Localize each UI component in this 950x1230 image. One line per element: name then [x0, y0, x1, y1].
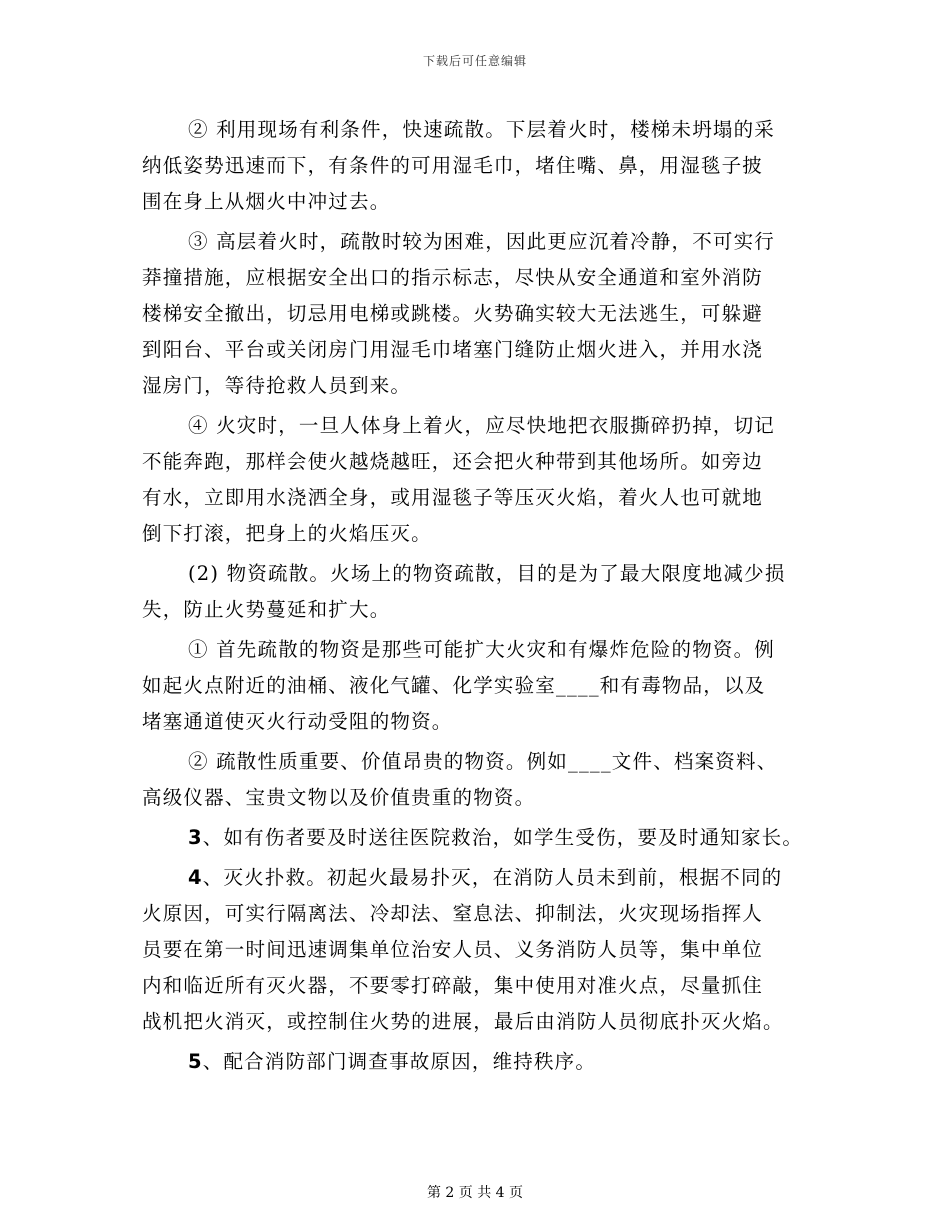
paragraph-line: [142, 148, 822, 184]
line-text: 内和临近所有灭火器，不要零打碎敲，集中使用对准火点，尽量抓住: [142, 974, 764, 997]
paragraph: [142, 224, 822, 404]
paragraph-line: [142, 860, 822, 896]
paragraph: [142, 632, 822, 740]
line-text: 到阳台、平台或关闭房门用湿毛巾堵塞门缝防止烟火进入，并用水浇: [142, 338, 764, 361]
line-text: 湿房门，等待抢救人员到来。: [142, 374, 412, 397]
paragraph-line: [142, 224, 822, 260]
line-text: 有水，立即用水浇洒全身，或用湿毯子等压灭火焰，着火人也可就地: [142, 486, 764, 509]
line-text: 纳低姿势迅速而下，有条件的可用湿毛巾，堵住嘴、鼻，用湿毯子披: [142, 154, 764, 177]
paragraph-line: [142, 1044, 822, 1080]
line-text: ② 利用现场有利条件，快速疏散。下层着火时，楼梯未坍塌的采: [188, 118, 775, 141]
paragraph-line: [142, 332, 822, 368]
line-text: 倒下打滚，把身上的火焰压灭。: [142, 522, 432, 545]
paragraph-line: [142, 592, 822, 628]
paragraph-line: [142, 480, 822, 516]
paragraph: [142, 112, 822, 220]
line-text: 员要在第一时间迅速调集单位治安人员、义务消防人员等，集中单位: [142, 938, 764, 961]
paragraph-line: [142, 408, 822, 444]
paragraph-line: [142, 820, 822, 856]
paragraph-line: [142, 780, 822, 816]
line-text: 堵塞通道使灭火行动受阻的物资。: [142, 710, 453, 733]
page-footer: 第 2 页 共 4 页: [426, 1185, 524, 1201]
page-header: 下载后可任意编辑: [422, 54, 527, 68]
paragraph-line: [142, 1004, 822, 1040]
paragraph-line: [142, 296, 822, 332]
line-text: ④ 火灾时，一旦人体身上着火，应尽快地把衣服撕碎扔掉，切记: [188, 414, 775, 437]
line-text: 、配合消防部门调查事故原因，维持秩序。: [202, 1050, 597, 1073]
paragraph-line: [142, 112, 822, 148]
section-number: 3: [188, 826, 203, 849]
line-text: 战机把火消灭，或控制住火势的进展，最后由消防人员彻底扑灭火焰。: [142, 1010, 784, 1033]
line-text: 如起火点附近的油桶、液化气罐、化学实验室____和有毒物品，以及: [142, 674, 766, 697]
paragraph-line: [142, 896, 822, 932]
document-body: [142, 112, 822, 1084]
line-text: 失，防止火势蔓延和扩大。: [142, 598, 391, 621]
paragraph-line: [142, 668, 822, 704]
paragraph-line: [142, 968, 822, 1004]
paragraph: [142, 744, 822, 816]
paragraph-line: [142, 260, 822, 296]
line-text: 、灭火扑救。初起火最易扑灭，在消防人员未到前，根据不同的: [202, 866, 783, 889]
line-text: 楼梯安全撤出，切忌用电梯或跳楼。火势确实较大无法逃生，可躲避: [142, 302, 764, 325]
paragraph-line: [142, 184, 822, 220]
section-number: 5: [188, 1050, 203, 1073]
paragraph-line: [142, 632, 822, 668]
line-text: 围在身上从烟火中冲过去。: [142, 190, 391, 213]
line-text: ② 疏散性质重要、价值昂贵的物资。例如____文件、档案资料、: [188, 750, 778, 773]
section-number: 4: [188, 866, 203, 889]
line-text: 不能奔跑，那样会使火越烧越旺，还会把火种带到其他场所。如旁边: [142, 450, 764, 473]
line-text: 高级仪器、宝贵文物以及价值贵重的物资。: [142, 786, 536, 809]
paragraph: [142, 556, 822, 628]
paragraph-line: [142, 556, 822, 592]
paragraph-line: [142, 744, 822, 780]
line-text: ① 首先疏散的物资是那些可能扩大火灾和有爆炸危险的物资。例: [188, 638, 775, 661]
paragraph: [142, 408, 822, 552]
paragraph-line: [142, 516, 822, 552]
line-text: 、如有伤者要及时送往医院救治，如学生受伤，要及时通知家长。: [202, 826, 804, 849]
paragraph-line: [142, 704, 822, 740]
line-text: 莽撞措施，应根据安全出口的指示标志，尽快从安全通道和室外消防: [142, 266, 764, 289]
paragraph: [142, 820, 822, 856]
line-text: ③ 高层着火时，疏散时较为困难，因此更应沉着冷静，不可实行: [188, 230, 775, 253]
paragraph-line: [142, 444, 822, 480]
paragraph: [142, 860, 822, 1040]
line-text: (2) 物资疏散。火场上的物资疏散，目的是为了最大限度地减少损: [188, 562, 786, 585]
paragraph-line: [142, 368, 822, 404]
paragraph-line: [142, 932, 822, 968]
line-text: 火原因，可实行隔离法、冷却法、窒息法、抑制法，火灾现场指挥人: [142, 902, 764, 925]
paragraph: [142, 1044, 822, 1080]
